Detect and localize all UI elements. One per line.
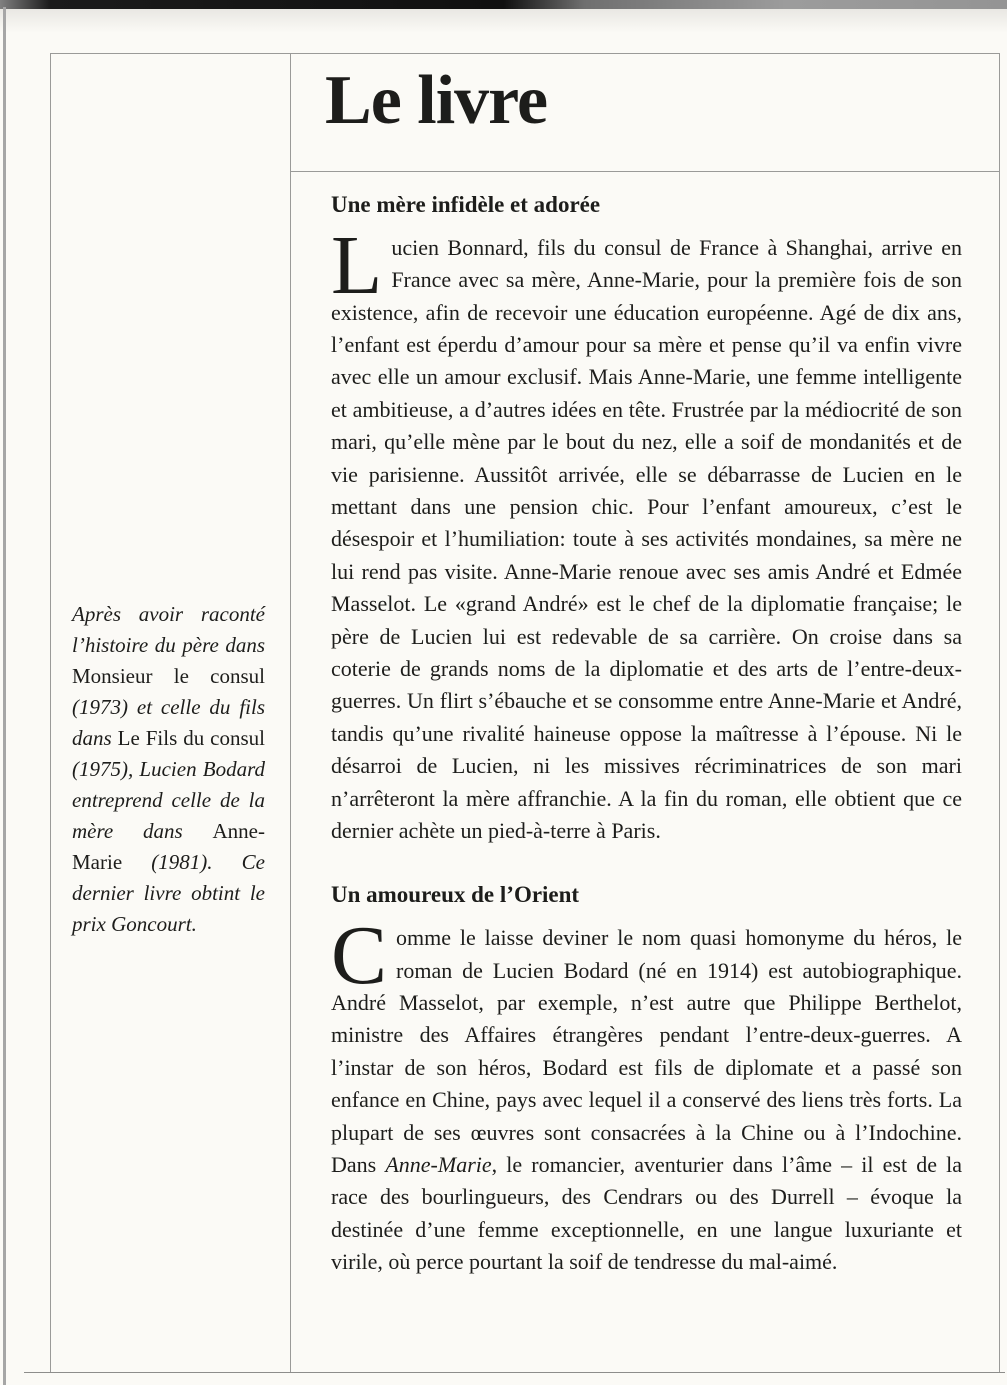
- paragraph-text: ucien Bonnard, fils du consul de France à Shanghai, arrive en France avec sa mère, Anne-Marie, pour la première fois de son existence, afin de recevoir une éducation européenne. Agé de dix ans, l’enfant est éperdu d’amour pour sa mère et pense qu’il va enfin vivre avec elle un amour exclusif. Mais Anne-Marie, une femme intelligente et ambitieuse, a d’autres idées en tête. Frustrée par la médiocrité de son mari, qu’elle mène par le bout du nez, elle a soif de mondanités et de vie parisienne. Aussitôt arrivée, elle se débarrasse de Lucien en le mettant dans une pension chic. Pour l’enfant amoureux, c’est le désespoir et l’humiliation: toute à ses activités mondaines, sa mère ne lui rend pas visite. Anne-Marie renoue avec ses amis André et Edmée Masselot. Le «grand André» est le chef de la diplomatie française; le père de Lucien lui est redevable de sa carrière. On croise dans sa coterie de grands noms de la diplomatie et des arts de l’entre-deux-guerres. Un flirt s’ébauche et se consomme entre Anne-Marie et André, tandis qu’une rivalité haineuse oppose la maîtresse à l’épouse. Ni le désarroi de Lucien, ni les missives récriminatrices de son mari n’arrêteront la mère affranchie. A la fin du roman, elle obtient que ce dernier achète un pied-à-terre à Paris.: [331, 234, 962, 844]
- section-heading: Une mère infidèle et adorée: [331, 192, 601, 217]
- scan-left-edge: [3, 7, 6, 1385]
- page-frame: [50, 53, 1000, 1373]
- body-paragraph: [331, 218, 962, 848]
- body-paragraph: [331, 909, 962, 1278]
- page-title: Le livre: [325, 62, 548, 139]
- sidebar-note: Après avoir raconté l’histoire du père dans Monsieur le consul (1973) et celle du fils dans Le Fils du consul (1975), Lucien Bodard entreprend celle de la mère dans Anne-Marie (1981). Ce dernier livre obtint le prix Goncourt.: [72, 602, 265, 936]
- section-un-amoureux: [331, 881, 962, 1278]
- scan-top-shadow: [0, 9, 1007, 33]
- main-column: [291, 54, 999, 1373]
- scan-top-edge: [0, 0, 1007, 9]
- section-une-mere: [331, 189, 962, 847]
- article-content: [331, 189, 962, 1279]
- title-rule: [291, 171, 999, 172]
- paragraph-text: omme le laisse deviner le nom quasi homonyme du héros, le roman de Lucien Bodard (né en 1914) est autobiographique. André Masselot, par exemple, n’est autre que Philippe Berthelot, ministre des Affaires étrangères pendant l’entre-deux-guerres. A l’instar de son héros, Bodard est fils de diplomate et a passé son enfance en Chine, pays avec lequel il a conservé des liens très forts. La plupart de ses œuvres sont consacrées à la Chine ou à l’Indochine. Dans Anne-Marie, le romancier, aventurier dans l’âme – il est de la race des bourlingueurs, des Cendrars ou des Durrell – évoque la destinée d’une femme exceptionnelle, en une langue luxuriante et virile, où perce pourtant la soif de tendresse du mal-aimé.: [331, 925, 962, 1275]
- section-heading: Un amoureux de l’Orient: [331, 882, 580, 908]
- drop-cap: L: [331, 218, 383, 312]
- drop-cap: C: [331, 909, 388, 1003]
- bottom-rule: [24, 1372, 1005, 1373]
